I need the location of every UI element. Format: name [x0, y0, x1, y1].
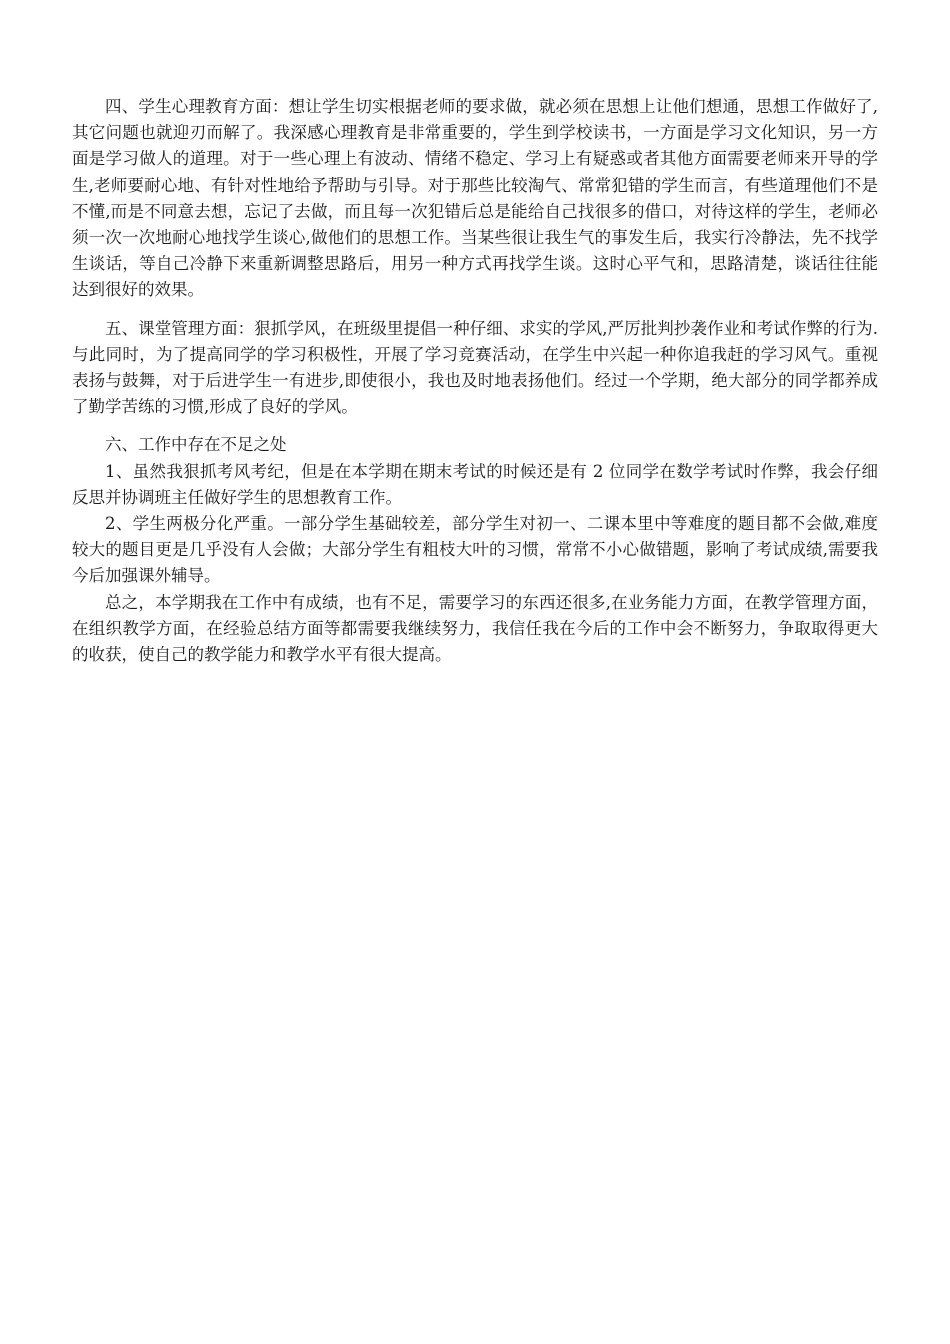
- paragraph-classroom-management: 五、课堂管理方面：狠抓学风，在班级里提倡一种仔细、求实的学风,严厉批判抄袭作业和考试作弊的行为.与此同时，为了提高同学的学习积极性，开展了学习竞赛活动，在学生中兴起一种你追我赶的学习风气。重视表扬与鼓舞，对于后进学生一有进步,即使很小，我也及时地表扬他们。经过一个学期，绝大部分的同学都养成了勤学苦练的习惯,形成了良好的学风。: [72, 318, 878, 417]
- paragraph-summary: 总之，本学期我在工作中有成绩，也有不足，需要学习的东西还很多,在业务能力方面，在教学管理方面，在组织教学方面，在经验总结方面等都需要我继续努力，我信任我在今后的工作中会不断努力，争取取得更大的收获，使自己的教学能力和教学水平有很大提高。: [72, 592, 878, 665]
- paragraph-shortcoming-1: 1、虽然我狠抓考风考纪，但是在本学期在期末考试的时候还是有 2 位同学在数学考试时作弊，我会仔细反思并协调班主任做好学生的思想教育工作。: [72, 461, 878, 507]
- document-body: [72, 94, 878, 668]
- paragraph-psychology-education: 四、学生心理教育方面：想让学生切实根据老师的要求做，就必须在思想上让他们想通，思想工作做好了,其它问题也就迎刃而解了。我深感心理教育是非常重要的，学生到学校读书，一方面是学习文化知识，另一方面是学习做人的道理。对于一些心理上有波动、情绪不稳定、学习上有疑惑或者其他方面需要老师来开导的学生,老师要耐心地、有针对性地给予帮助与引导。对于那些比较淘气、常常犯错的学生而言，有些道理他们不是不懂,而是不同意去想，忘记了去做，而且每一次犯错后总是能给自己找很多的借口，对待这样的学生，老师必须一次一次地耐心地找学生谈心,做他们的思想工作。当某些很让我生气的事发生后，我实行冷静法，先不找学生谈话，等自己冷静下来重新调整思路后，用另一种方式再找学生谈。这时心平气和，思路清楚，谈话往往能达到很好的效果。: [72, 97, 878, 300]
- paragraph-shortcoming-2: 2、学生两极分化严重。一部分学生基础较差，部分学生对初一、二课本里中等难度的题目都不会做,难度较大的题目更是几乎没有人会做；大部分学生有粗枝大叶的习惯，常常不小心做错题，影响了考试成绩,需要我今后加强课外辅导。: [72, 514, 878, 586]
- section-heading-shortcomings: 六、工作中存在不足之处: [105, 435, 287, 455]
